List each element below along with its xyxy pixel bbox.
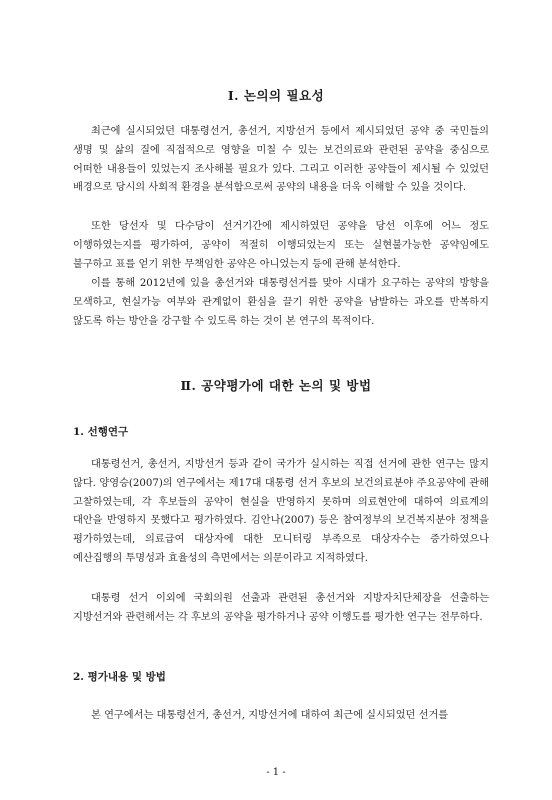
subsection-2-paragraph-1: 본 연구에서는 대통령선거, 총선거, 지방선거에 대하여 최근에 실시되었던 선거를 [91,710,449,721]
subsection-1-paragraph-2: 대통령 선거 이외에 국회의원 선출과 관련된 총선거와 지방자치단체장을 선출하는 지방선거와 관련해서는 각 후보의 공약을 평가하거나 공약 이행도를 평가한 연구는 전무하다. [73,593,489,623]
section-2-title: Ⅱ. 공약평가에 대한 논의 및 방법 [180,378,372,393]
page-number: - 1 - [266,767,286,778]
section-1-paragraph-1: 최근에 실시되었던 대통령선거, 총선거, 지방선거 등에서 제시되었던 공약 중 국민들의 생명 및 삶의 질에 직접적으로 영향을 미칠 수 있는 보건의료와 관련된 공약을 중심으로 어떠한 내용들이 있었는지 조사해볼 필요가 있다. 그리고 이러한 공약들이 제시될 수 있었던 배경으로 당시의 사회적 환경을 분석함으로써 공약의 내용을 더욱 이해할 수 있을 것이다. [73,126,489,194]
section-1-title: Ⅰ. 논의의 필요성 [227,88,325,103]
section-1-paragraph-2: 또한 당선자 및 다수당이 선거기간에 제시하였던 공약을 당선 이후에 어느 정도 이행하였는지를 평가하여, 공약이 적절히 이행되었는지 또는 실현불가능한 공약임에도 불구하고 표를 얻기 위한 무책임한 공약은 아니었는지 등에 관해 분석한다. [73,221,489,270]
section-1-paragraph-3: 이를 통해 2012년에 있을 총선거와 대통령선거를 맞아 시대가 요구하는 공약의 방향을 모색하고, 현실가능 여부와 관계없이 환심을 끌기 위한 공약을 남발하는 과오를 반복하지 않도록 하는 방안을 강구할 수 있도록 하는 것이 본 연구의 목적이다. [73,278,489,327]
subsection-1-paragraph-1: 대통령선거, 총선거, 지방선거 등과 같이 국가가 실시하는 직접 선거에 관한 연구는 많지 않다. 양영승(2007)의 연구에서는 제17대 대통령 선거 후보의 보건의료분야 주요공약에 관해 고찰하였는데, 각 후보들의 공약이 현실을 반영하지 못하며 의료현안에 대하여 의료계의 대안을 반영하지 못했다고 평가하였다. 김안나(2007) 등은 참여정부의 보건복지분야 정책을 평가하였는데, 의료급여 대상자에 대한 모니터링 부족으로 대상자수는 증가하였으나 예산집행의 투명성과 효율성의 측면에서는 의문이라고 지적하였다. [73,459,489,564]
subsection-1-title: 1. 선행연구 [73,426,129,438]
subsection-2-title: 2. 평가내용 및 방법 [73,671,166,683]
